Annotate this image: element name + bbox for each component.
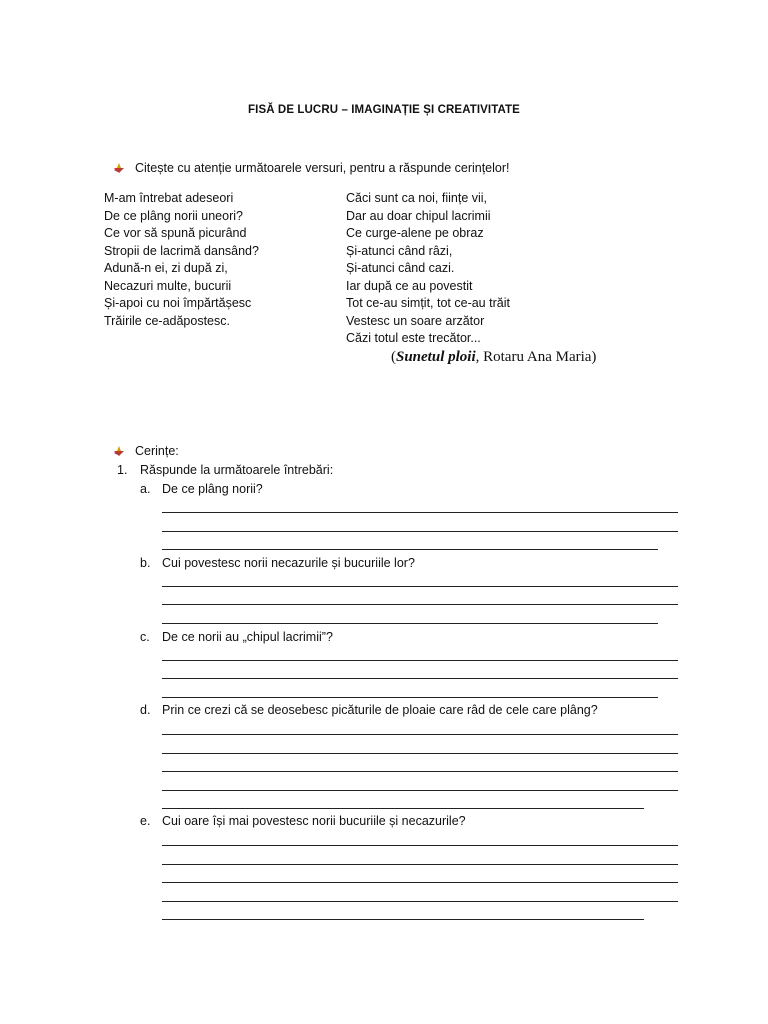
requirements-heading-line [114,444,179,458]
answer-line[interactable] [162,586,678,587]
colorful-arrow-bullet-icon [114,163,125,174]
citation-work-title: Sunetul ploii [396,349,476,365]
answer-line[interactable] [162,753,678,754]
poem-verse: Stropii de lacrimă dansând? [104,243,259,258]
poem-verse: Și-atunci când cazi. [346,261,455,275]
poem-verse: De ce plâng norii uneori? [104,208,243,223]
poem-verse: Ce curge-alene pe obraz [346,226,484,240]
poem-left-column [104,190,259,330]
question-text: De ce plâng norii? [162,482,263,496]
answer-line[interactable] [162,771,678,772]
instruction-text: Citește cu atenție următoarele versuri, pentru a răspunde cerințelor! [135,161,510,175]
answer-line[interactable] [162,919,644,920]
answer-line[interactable] [162,531,678,532]
answer-line[interactable] [162,512,678,513]
question-letter: e. [140,814,151,828]
question-text: Prin ce crezi că se deosebesc picăturile de ploaie care râd de cele care plâng? [162,703,598,717]
answer-line[interactable] [162,734,678,735]
requirement-number: 1. [117,463,128,477]
question-text: Cui povestesc norii necazurile și bucuriile lor? [162,556,415,570]
answer-line[interactable] [162,549,658,550]
poem-verse: Iar după ce au povestit [346,278,473,293]
colorful-arrow-bullet-icon [114,446,125,457]
question-letter: d. [140,703,151,717]
poem-right-column [346,190,510,348]
poem-verse: Căzi totul este trecător... [346,331,481,345]
poem-verse: Dar au doar chipul lacrimii [346,208,491,223]
requirements-heading: Cerințe: [135,444,179,458]
answer-line[interactable] [162,678,678,679]
poem-verse: Căci sunt ca noi, ființe vii, [346,191,488,205]
answer-line[interactable] [162,697,658,698]
question-text: De ce norii au „chipul lacrimii”? [162,630,333,644]
poem-verse: Adună-n ei, zi după zi, [104,261,228,275]
question-letter: a. [140,482,151,496]
instruction-line [114,161,510,175]
answer-line[interactable] [162,864,678,865]
answer-line[interactable] [162,808,644,809]
page-title: FISĂ DE LUCRU – IMAGINAȚIE ȘI CREATIVITATE [248,104,520,116]
poem-verse: Necazuri multe, bucurii [104,278,232,293]
question-letter: c. [140,630,150,644]
answer-line[interactable] [162,604,678,605]
poem-verse: Tot ce-au simțit, tot ce-au trăit [346,296,510,310]
answer-line[interactable] [162,882,678,883]
answer-line[interactable] [162,660,678,661]
poem-verse: Ce vor să spună picurând [104,226,247,240]
poem-verse: Și-apoi cu noi împărtășesc [104,296,252,310]
poem-verse: Vestesc un soare arzător [346,313,485,328]
question-letter: b. [140,556,151,570]
answer-line[interactable] [162,623,658,624]
poem-verse: Trăirile ce-adăpostesc. [104,313,230,328]
question-text: Cui oare își mai povestesc norii bucuriile și necazurile? [162,814,466,828]
requirement-text: Răspunde la următoarele întrebări: [140,463,334,477]
answer-line[interactable] [162,845,678,846]
citation-author: , Rotaru Ana Maria) [475,349,597,365]
poem-verse: M-am întrebat adeseori [104,191,234,205]
answer-line[interactable] [162,790,678,791]
citation-open: ( [391,349,396,365]
poem-citation [391,349,596,366]
poem-verse: Și-atunci când râzi, [346,243,453,258]
answer-line[interactable] [162,901,678,902]
